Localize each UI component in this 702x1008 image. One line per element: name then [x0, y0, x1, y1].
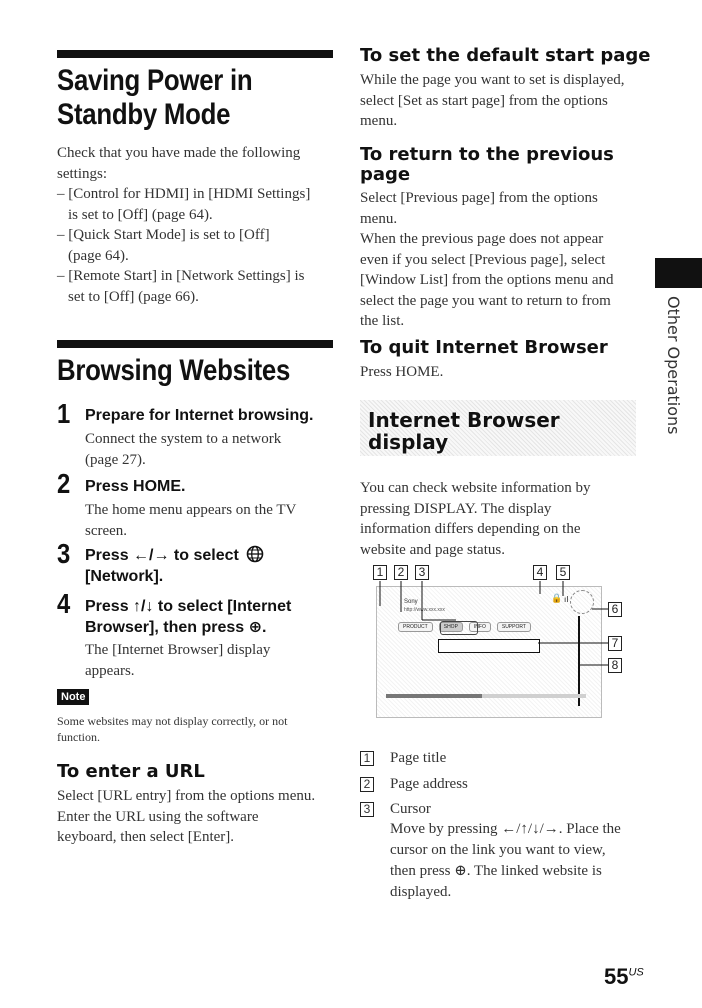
text-line: the list. — [360, 313, 405, 329]
site-title: Sony — [404, 599, 418, 605]
page-tab[interactable]: SHOP — [439, 622, 463, 632]
legend-item — [360, 772, 650, 798]
site-url: http://www.xxx.xxx — [404, 607, 445, 613]
text-line: To return to the previous — [360, 144, 614, 165]
legend-number: 3 — [360, 802, 374, 817]
settings-item — [57, 266, 337, 307]
text-line: Select [URL entry] from the options menu. — [57, 788, 316, 804]
text-line: information differs depending on the — [360, 521, 581, 537]
text-line: appears. — [85, 662, 135, 679]
side-section-tab — [655, 258, 702, 288]
text-line: page — [360, 164, 411, 185]
step-title — [85, 545, 264, 587]
page-suffix: US — [628, 966, 644, 979]
default-start-page-heading: To set the default start page — [360, 45, 651, 66]
text-line: keyboard, then select [Enter]. — [57, 829, 235, 845]
enter-url-heading: To enter a URL — [57, 761, 205, 782]
text-line: display — [368, 430, 449, 454]
browser-display-diagram — [370, 560, 638, 728]
saving-power-body — [57, 143, 337, 307]
text-line: (page 64). — [68, 247, 129, 264]
text-line: cursor on the link you want to view, — [390, 842, 606, 858]
legend-number: 2 — [360, 777, 374, 792]
text-line: Internet Browser — [368, 408, 560, 432]
title-line: Standby Mode — [57, 98, 231, 131]
default-start-page-body — [360, 70, 625, 132]
text-line: – [Quick Start Mode] is set to [Off] — [57, 227, 270, 243]
text-line: [Window List] from the options menu and — [360, 272, 614, 288]
callout-7: 7 — [608, 636, 622, 651]
text-line: menu. — [360, 113, 398, 129]
legend-text: Page address — [390, 775, 468, 792]
legend-text: Cursor — [390, 801, 431, 817]
callout-2: 2 — [394, 565, 408, 580]
page-tab[interactable]: SUPPORT — [497, 622, 531, 632]
text-line: When the previous page does not appear — [360, 231, 604, 247]
text-line: displayed. — [390, 884, 452, 900]
step-number: 3 — [57, 538, 71, 569]
page-number-value: 55 — [604, 964, 629, 989]
text-line: – [Control for HDMI] in [HDMI Settings] — [57, 186, 311, 202]
text-line: select the page you want to return to from — [360, 292, 611, 309]
text-line: function. — [57, 730, 100, 744]
step-number: 1 — [57, 398, 71, 429]
text-line: You can check website information by — [360, 480, 591, 496]
text-line: then press ⊕. The linked website is — [390, 863, 602, 879]
step-number: 4 — [57, 588, 71, 619]
step-desc — [85, 429, 281, 470]
saving-power-title — [57, 64, 332, 132]
text-line: settings: — [57, 165, 108, 182]
step-title: Press HOME. — [85, 478, 186, 495]
text-line: Move by pressing ←/↑/↓/→. Place the — [390, 821, 621, 837]
note-text — [57, 713, 288, 745]
cursor-description — [390, 819, 621, 903]
return-previous-body — [360, 188, 614, 332]
callout-5: 5 — [556, 565, 570, 580]
callout-4: 4 — [533, 565, 547, 580]
callout-3: 3 — [415, 565, 429, 580]
callout-1: 1 — [373, 565, 387, 580]
text-line: Enter the URL using the software — [57, 808, 259, 825]
text-line: Some websites may not display correctly, or not — [57, 714, 288, 728]
text-line: Connect the system to a network — [85, 431, 282, 447]
text-line: even if you select [Previous page], select — [360, 251, 606, 268]
network-globe-icon — [246, 545, 264, 563]
callout-leader-lines — [370, 560, 638, 728]
legend-text: Page title — [390, 750, 447, 766]
browsing-websites-title: Browsing Websites — [57, 354, 291, 387]
text-line: Browser], then press ⊕. — [85, 619, 267, 636]
quit-browser-heading: To quit Internet Browser — [360, 337, 608, 358]
step-title: Prepare for Internet browsing. — [85, 407, 314, 424]
text-line: (page 27). — [85, 451, 146, 468]
enter-url-body — [57, 786, 315, 848]
text-line: select [Set as start page] from the options — [360, 92, 608, 109]
text-line: Press ↑/↓ to select [Internet — [85, 598, 292, 615]
side-tab-label: Other Operations — [664, 296, 683, 435]
step-desc — [85, 640, 270, 681]
quit-browser-body: Press HOME. — [360, 364, 444, 380]
legend-number: 1 — [360, 751, 374, 766]
text-line: website and page status. — [360, 541, 505, 558]
display-info-body — [360, 478, 591, 560]
settings-item — [57, 184, 337, 225]
text-line: Select [Previous page] from the options — [360, 190, 598, 206]
step-desc — [85, 500, 296, 541]
signal-icon: ıl — [564, 595, 569, 604]
text-line: – [Remote Start] in [Network Settings] is — [57, 268, 305, 284]
step-title — [85, 596, 291, 638]
text-line: The [Internet Browser] display — [85, 642, 271, 658]
callout-6: 6 — [608, 602, 622, 617]
page-tab[interactable]: PRODUCT — [398, 622, 433, 632]
text-line: The home menu appears on the TV — [85, 502, 297, 518]
page-number — [604, 964, 644, 990]
section-rule-top — [57, 50, 333, 58]
return-previous-heading — [360, 145, 614, 185]
text-line: [Network]. — [85, 568, 164, 585]
step-number: 2 — [57, 468, 71, 499]
text-line: Press ←/→ to select — [85, 547, 239, 564]
note-badge: Note — [57, 689, 89, 705]
text-line: menu. — [360, 210, 398, 227]
text-line: is set to [Off] (page 64). — [68, 206, 213, 223]
text-line: set to [Off] (page 66). — [68, 288, 199, 305]
text-line: Check that you have made the following — [57, 145, 301, 161]
settings-item — [57, 225, 337, 266]
section-rule-mid — [57, 340, 333, 348]
text-line: screen. — [85, 522, 128, 539]
text-line: While the page you want to set is displayed, — [360, 72, 625, 88]
page-tab[interactable]: INFO — [469, 622, 491, 632]
text-line: pressing DISPLAY. The display — [360, 500, 552, 517]
title-line: Saving Power in — [57, 64, 253, 97]
legend — [360, 746, 650, 823]
legend-item — [360, 746, 650, 772]
lock-icon: 🔒 — [551, 593, 563, 603]
banner-title — [368, 409, 560, 453]
callout-8: 8 — [608, 658, 622, 673]
